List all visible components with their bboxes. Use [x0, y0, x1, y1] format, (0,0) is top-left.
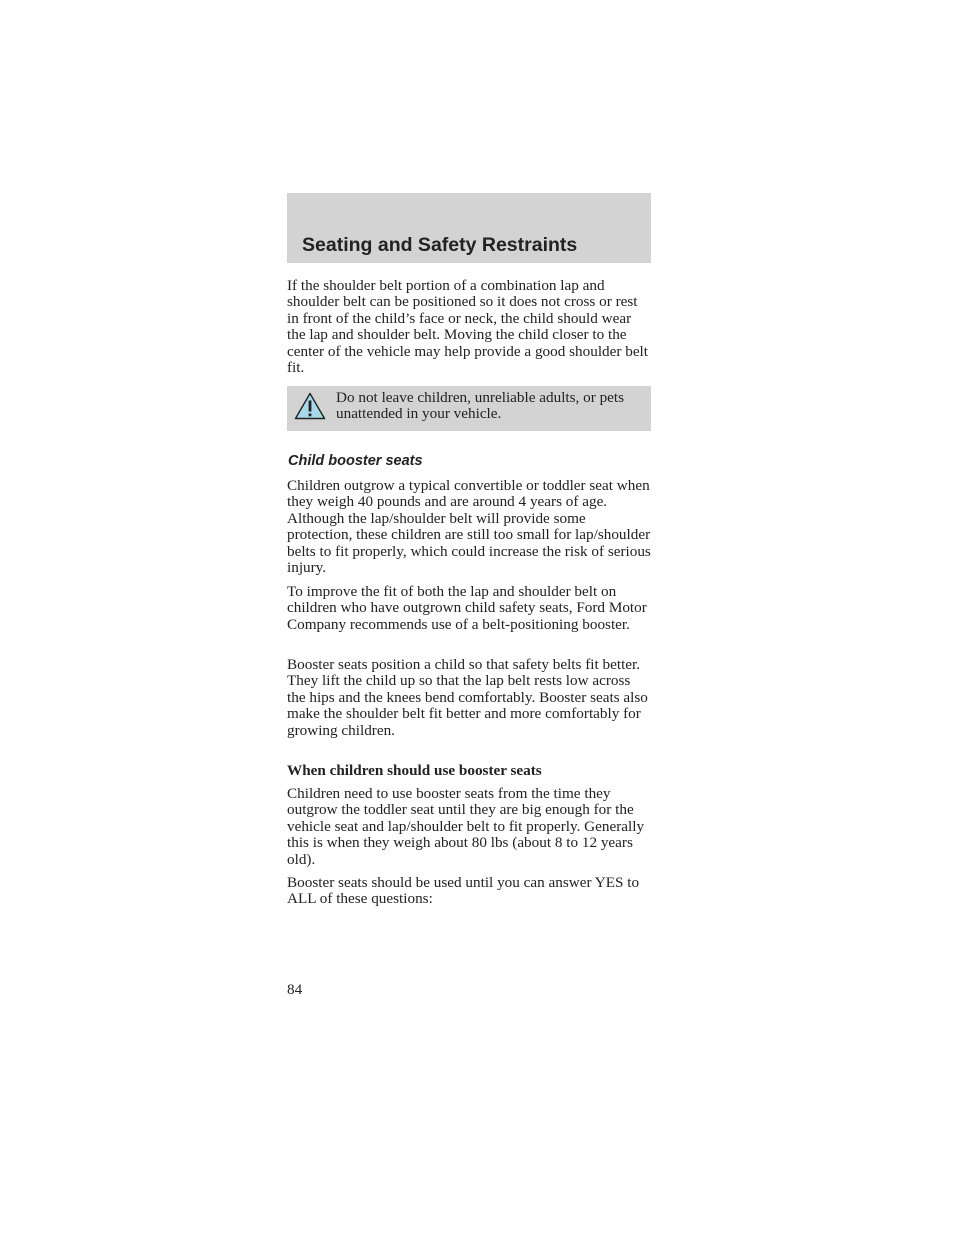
warning-box — [287, 386, 651, 431]
paragraph: Booster seats position a child so that safety belts fit better. They lift the child up so that the lap belt rests low across the hips and the knees bend comfortably. Booster seats also make the shoulder belt fit better and more comfortably for growing children. — [287, 656, 648, 739]
paragraph: To improve the fit of both the lap and shoulder belt on children who have outgrown child safety seats, Ford Motor Company recommends use of a belt-positioning booster. — [287, 583, 647, 633]
section-header — [287, 193, 651, 263]
page-number: 84 — [287, 981, 303, 998]
warning-text: Do not leave children, unreliable adults, or pets unattended in your vehicle. — [336, 389, 625, 423]
intro-paragraph: If the shoulder belt portion of a combination lap and shoulder belt can be positioned so it does not cross or rest in front of the child’s face or neck, the child should wear the lap and shoulder belt. Moving the child closer to the center of the vehicle may help provide a good shoulder belt fit. — [287, 277, 648, 377]
child-booster-seats-heading: Child booster seats — [288, 453, 423, 469]
paragraph: Children outgrow a typical convertible or toddler seat when they weigh 40 pounds and are around 4 years of age. Although the lap/shoulder belt will provide some protection, these children are still too small for lap/shoulder belts to fit properly, which could increase the risk of serious injury. — [287, 477, 651, 577]
paragraph: Children need to use booster seats from the time they outgrow the toddler seat until they are big enough for the vehicle seat and lap/shoulder belt to fit properly. Generally this is when they weigh about 80 lbs (about 8 to 12 years old). — [287, 785, 645, 868]
booster-usage-heading: When children should use booster seats — [287, 762, 542, 779]
section-title: Seating and Safety Restraints — [302, 234, 578, 256]
paragraph: Booster seats should be used until you can answer YES to ALL of these questions: — [287, 874, 640, 908]
warning-triangle-icon — [294, 392, 326, 420]
